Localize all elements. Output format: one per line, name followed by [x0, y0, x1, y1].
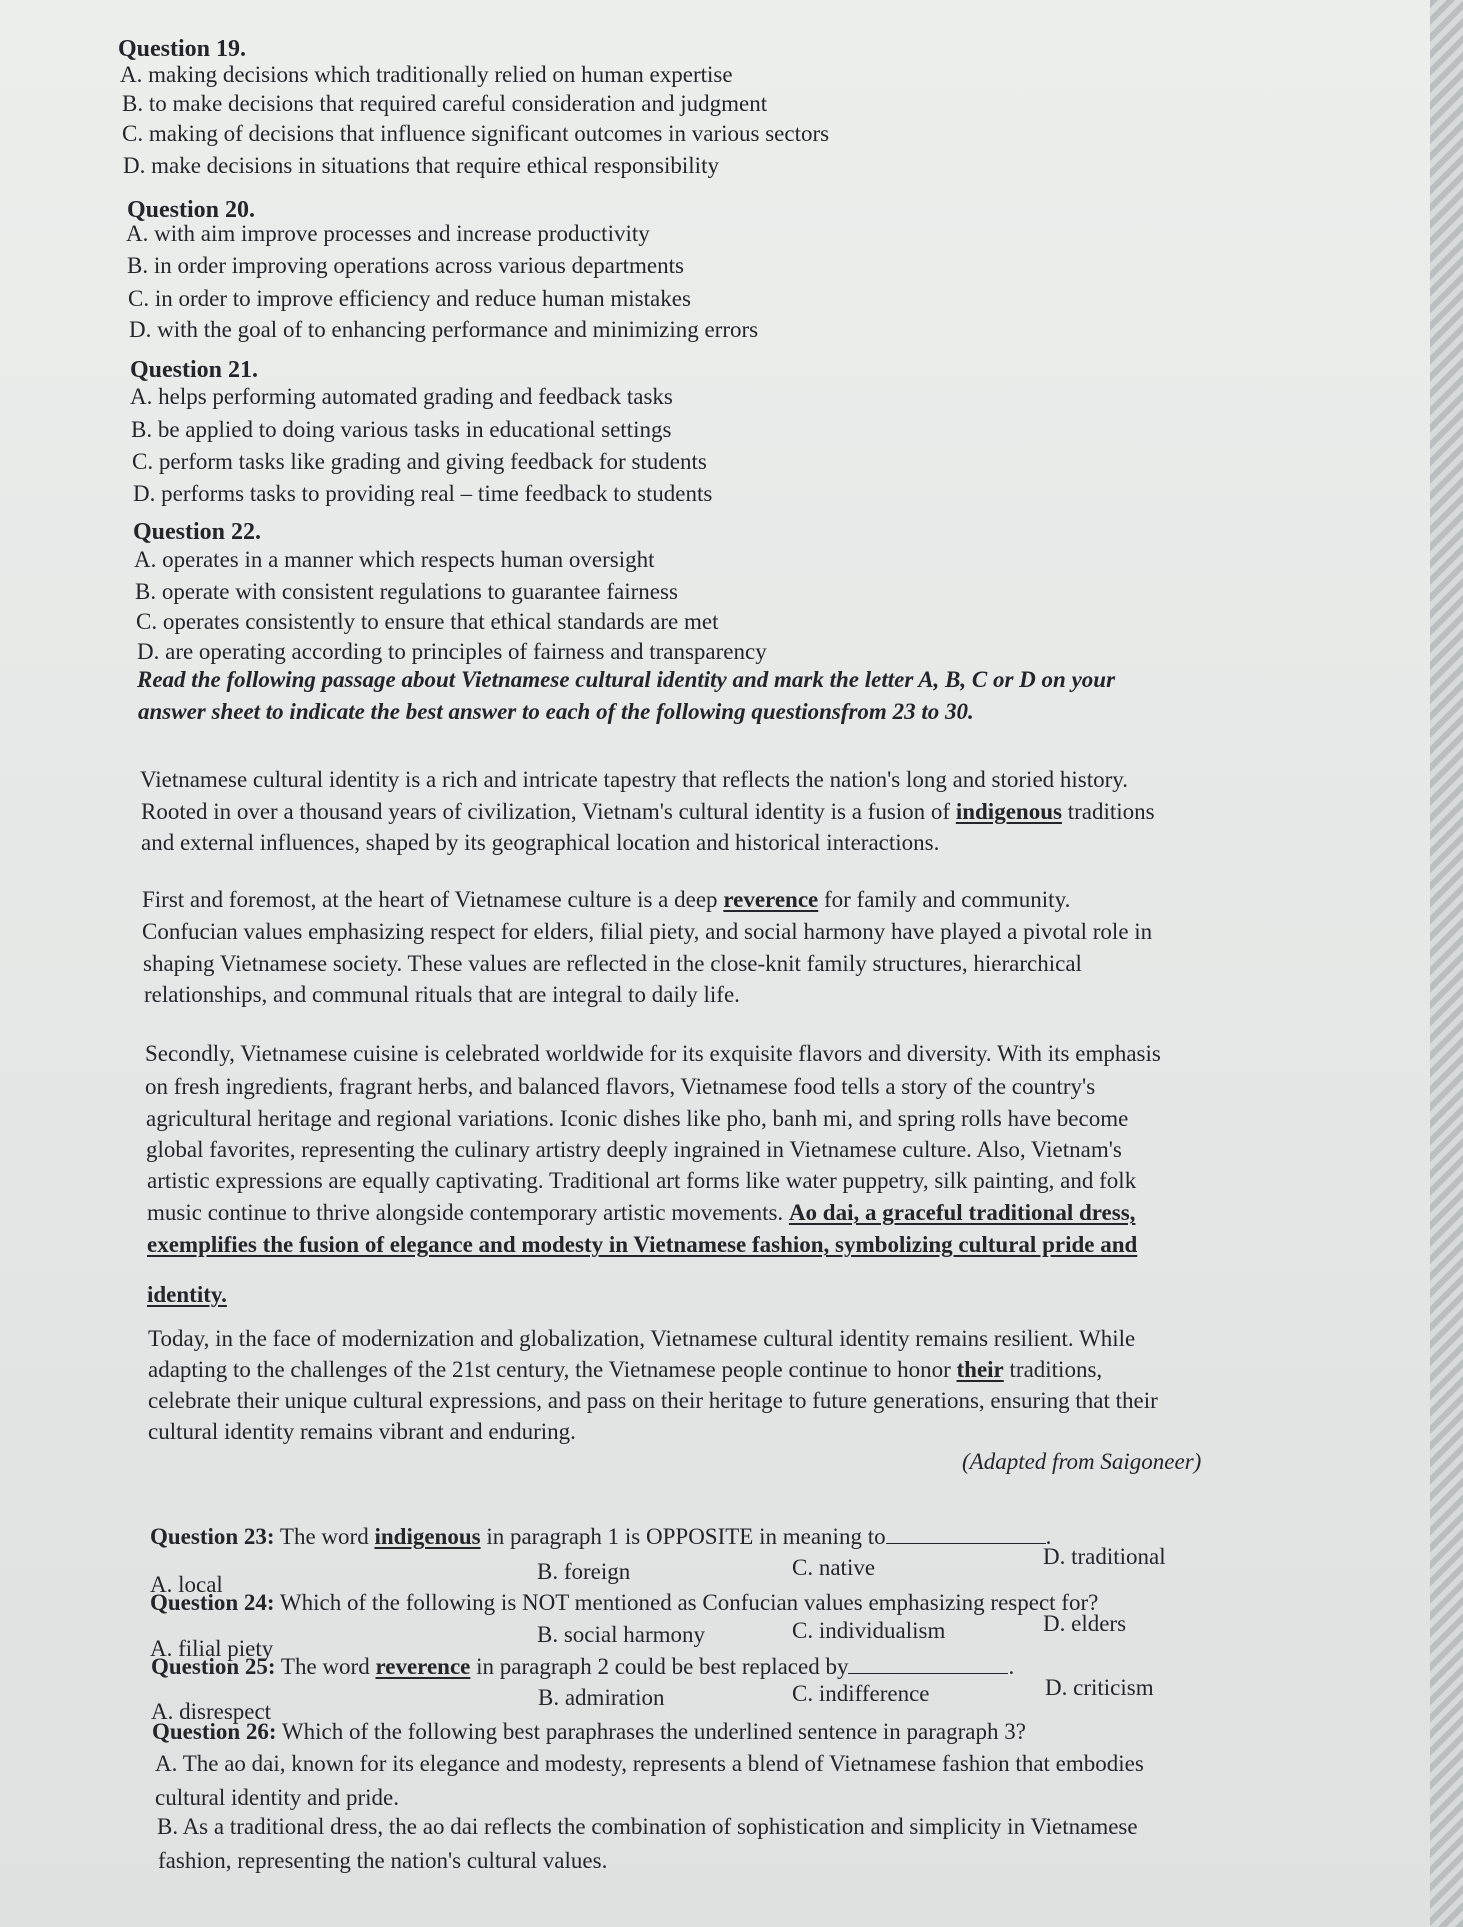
q19-option-b: B. to make decisions that required careful consideration and judgment [122, 91, 768, 116]
q22-option-a: A. operates in a manner which respects human oversight [134, 547, 655, 572]
q19-option-a: A. making decisions which traditionally relied on human expertise [120, 62, 733, 87]
p3-line-5: artistic expressions are equally captivating. Traditional art forms like water puppetry, silk painting, and folk [147, 1168, 1137, 1193]
q26-option-a-line-2: cultural identity and pride. [155, 1785, 399, 1810]
q19-option-c: C. making of decisions that influence significant outcomes in various sectors [122, 121, 830, 146]
background-surface [1430, 0, 1463, 1927]
underlined-sentence-start: Ao dai, a graceful traditional dress, [788, 1200, 1136, 1225]
q25-option-c: C. indifference [792, 1681, 930, 1706]
question-25-label: Question 25: [151, 1654, 276, 1679]
q21-option-b: B. be applied to doing various tasks in educational settings [131, 417, 672, 442]
q24-option-d: D. elders [1043, 1611, 1127, 1636]
question-24-label: Question 24: [150, 1590, 275, 1615]
p1-line-1: Vietnamese cultural identity is a rich and intricate tapestry that reflects the nation's long and storied history. [140, 767, 1129, 792]
p2-line-4: relationships, and communal rituals that are integral to daily life. [144, 982, 740, 1007]
q24-option-b: B. social harmony [537, 1622, 705, 1647]
p2-line-1-text: First and foremost, at the heart of Vietnamese culture is a deep [142, 887, 724, 912]
q24-option-a: A. filial piety [150, 1636, 274, 1661]
p1-line-3: and external influences, shaped by its geographical location and historical interactions. [141, 830, 940, 855]
q25-stem-end: . [1008, 1654, 1015, 1679]
q24-option-c: C. individualism [792, 1618, 946, 1643]
p3-line-2: on fresh ingredients, fragrant herbs, and balanced flavors, Vietnamese food tells a story of the country's [145, 1074, 1096, 1099]
p3-line-3: agricultural heritage and regional variations. Iconic dishes like pho, banh mi, and spring rolls have become [146, 1106, 1129, 1131]
q26-option-b-line-1: B. As a traditional dress, the ao dai reflects the combination of sophistication and simplicity in Vietnamese [157, 1814, 1138, 1839]
q25-option-d: D. criticism [1045, 1675, 1154, 1700]
source-note: (Adapted from Saigoneer) [962, 1449, 1202, 1474]
q23-stem-text: The word [274, 1524, 375, 1549]
p1-line-2 [141, 798, 1155, 826]
question-23-stem [150, 1523, 1051, 1551]
p4-line-2-end: traditions, [1003, 1357, 1103, 1382]
q25-target-word: reverence [375, 1654, 471, 1679]
q23-stem-end: . [1045, 1524, 1052, 1549]
q22-option-b: B. operate with consistent regulations to guarantee fairness [135, 579, 678, 604]
p2-line-1-end: for family and community. [818, 887, 1071, 912]
underlined-sentence-middle: exemplifies the fusion of elegance and modesty in Vietnamese fashion, symbolizing cultural pride and [147, 1232, 1138, 1257]
p1-line-2-end: traditions [1061, 799, 1155, 824]
p3-line-1: Secondly, Vietnamese cuisine is celebrated worldwide for its exquisite flavors and diversity. With its emphasis [145, 1041, 1161, 1066]
q21-option-a: A. helps performing automated grading and feedback tasks [130, 384, 673, 409]
question-19-title: Question 19. [118, 36, 247, 62]
q24-stem-text: Which of the following is NOT mentioned as Confucian values emphasizing respect for? [274, 1590, 1099, 1615]
q23-stem-rest: in paragraph 1 is OPPOSITE in meaning to [480, 1524, 886, 1549]
underlined-word-their: their [956, 1357, 1004, 1382]
q23-option-b: B. foreign [537, 1559, 631, 1584]
question-22-title: Question 22. [133, 519, 262, 545]
q26-option-b-line-2: fashion, representing the nation's cultural values. [158, 1848, 608, 1873]
q20-option-c: C. in order to improve efficiency and reduce human mistakes [128, 286, 691, 311]
q25-option-b: B. admiration [538, 1685, 665, 1710]
q19-option-d: D. make decisions in situations that require ethical responsibility [123, 153, 719, 178]
q23-option-d: D. traditional [1043, 1544, 1166, 1569]
q25-stem-rest: in paragraph 2 could be best replaced by [470, 1654, 849, 1679]
answer-blank [848, 1653, 1008, 1674]
p2-line-1 [142, 886, 1070, 914]
underlined-word-indigenous: indigenous [955, 799, 1062, 824]
question-26-stem [152, 1718, 1026, 1746]
q22-option-c: C. operates consistently to ensure that ethical standards are met [136, 609, 719, 634]
p4-line-1: Today, in the face of modernization and globalization, Vietnamese cultural identity remains resilient. While [148, 1326, 1136, 1351]
question-21-title: Question 21. [130, 357, 259, 383]
q26-stem-text: Which of the following best paraphrases the underlined sentence in paragraph 3? [276, 1719, 1026, 1744]
q20-option-b: B. in order improving operations across various departments [127, 253, 684, 278]
q20-option-a: A. with aim improve processes and increase productivity [126, 221, 650, 246]
q21-option-c: C. perform tasks like grading and giving feedback for students [132, 449, 707, 474]
p3-line-6-text: music continue to thrive alongside contemporary artistic movements. [147, 1200, 789, 1225]
p2-line-3: shaping Vietnamese society. These values are reflected in the close-knit family structures, hierarchical [143, 951, 1082, 976]
question-26-label: Question 26: [152, 1719, 277, 1744]
question-20-title: Question 20. [127, 197, 256, 223]
p4-line-3: celebrate their unique cultural expressions, and pass on their heritage to future generations, ensuring that their [148, 1388, 1158, 1413]
question-24-stem [150, 1589, 1098, 1617]
answer-blank [886, 1523, 1046, 1544]
question-23-label: Question 23: [150, 1524, 275, 1549]
underlined-word-reverence: reverence [723, 887, 819, 912]
p4-line-4: cultural identity remains vibrant and enduring. [148, 1419, 576, 1444]
question-25-stem [151, 1653, 1014, 1681]
instruction-line-2: answer sheet to indicate the best answer to each of the following questionsfrom 23 to 30. [138, 699, 974, 724]
p2-line-2: Confucian values emphasizing respect for elders, filial piety, and social harmony have played a pivotal role in [142, 919, 1153, 944]
p4-line-2 [148, 1356, 1102, 1384]
q26-option-a-line-1: A. The ao dai, known for its elegance and modesty, represents a blend of Vietnamese fashion that embodies [155, 1751, 1144, 1776]
q25-option-a: A. disrespect [151, 1699, 272, 1724]
q20-option-d: D. with the goal of to enhancing performance and minimizing errors [129, 317, 759, 342]
p4-line-2-text: adapting to the challenges of the 21st century, the Vietnamese people continue to honor [148, 1357, 957, 1382]
q22-option-d: D. are operating according to principles of fairness and transparency [137, 639, 767, 664]
q21-option-d: D. performs tasks to providing real – time feedback to students [133, 481, 713, 506]
q23-option-c: C. native [792, 1555, 876, 1580]
q23-target-word: indigenous [374, 1524, 481, 1549]
p1-line-2-text: Rooted in over a thousand years of civilization, Vietnam's cultural identity is a fusion of [141, 799, 956, 824]
p3-line-4: global favorites, representing the culinary artistry deeply ingrained in Vietnamese culture. Also, Vietnam's [146, 1137, 1122, 1162]
p3-line-6 [147, 1199, 1135, 1227]
q25-stem-text: The word [275, 1654, 376, 1679]
q23-option-a: A. local [150, 1572, 223, 1597]
instruction-line-1: Read the following passage about Vietnamese cultural identity and mark the letter A, B, C or D on your [137, 667, 1116, 692]
underlined-sentence-end: identity. [147, 1282, 227, 1307]
